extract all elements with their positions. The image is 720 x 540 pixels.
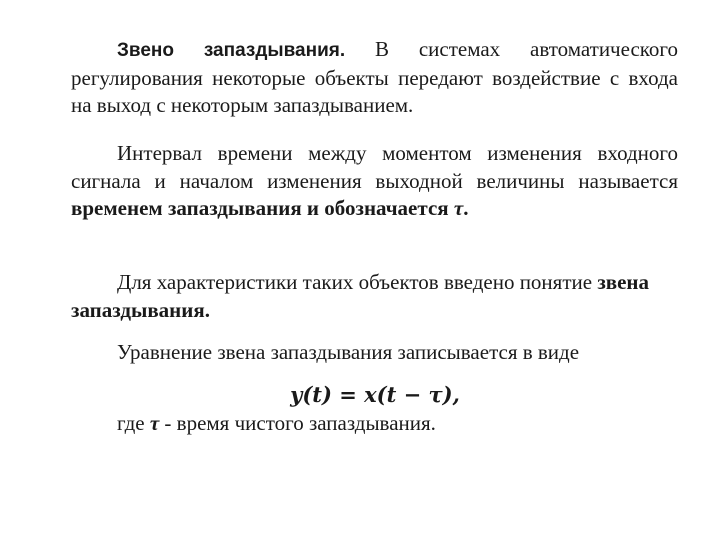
delay-equation: y(t) = x(t − τ), <box>290 382 460 407</box>
link-text: Для характеристики таких объектов введено понятие <box>117 270 598 294</box>
tau-symbol: τ <box>453 196 464 220</box>
definition-text: Интервал времени между моментом изменения входного сигнала и началом изменения выходной величины называется <box>71 141 678 193</box>
where-prefix: где <box>117 411 150 435</box>
where-tau-symbol: τ <box>149 411 160 435</box>
paragraph-intro <box>71 36 678 120</box>
paragraph-delay-definition <box>71 140 678 223</box>
definition-term: временем запаздывания и обозначается <box>71 196 454 220</box>
where-line <box>117 410 436 438</box>
definition-period: . <box>463 196 469 220</box>
paragraph-delay-link <box>71 269 678 324</box>
where-text: - время чистого запаздывания. <box>159 411 436 435</box>
intro-text: В системах автоматического регулирования некоторые объекты передают воздействие с входа на выход с некоторым запаздыванием. <box>71 37 679 117</box>
section-title: Звено запаздывания. <box>117 40 346 61</box>
equation-intro-text: Уравнение звена запаздывания записывается в виде <box>117 340 580 364</box>
link-term: звена запаздывания. <box>71 270 650 322</box>
paragraph-equation-intro <box>71 339 678 367</box>
